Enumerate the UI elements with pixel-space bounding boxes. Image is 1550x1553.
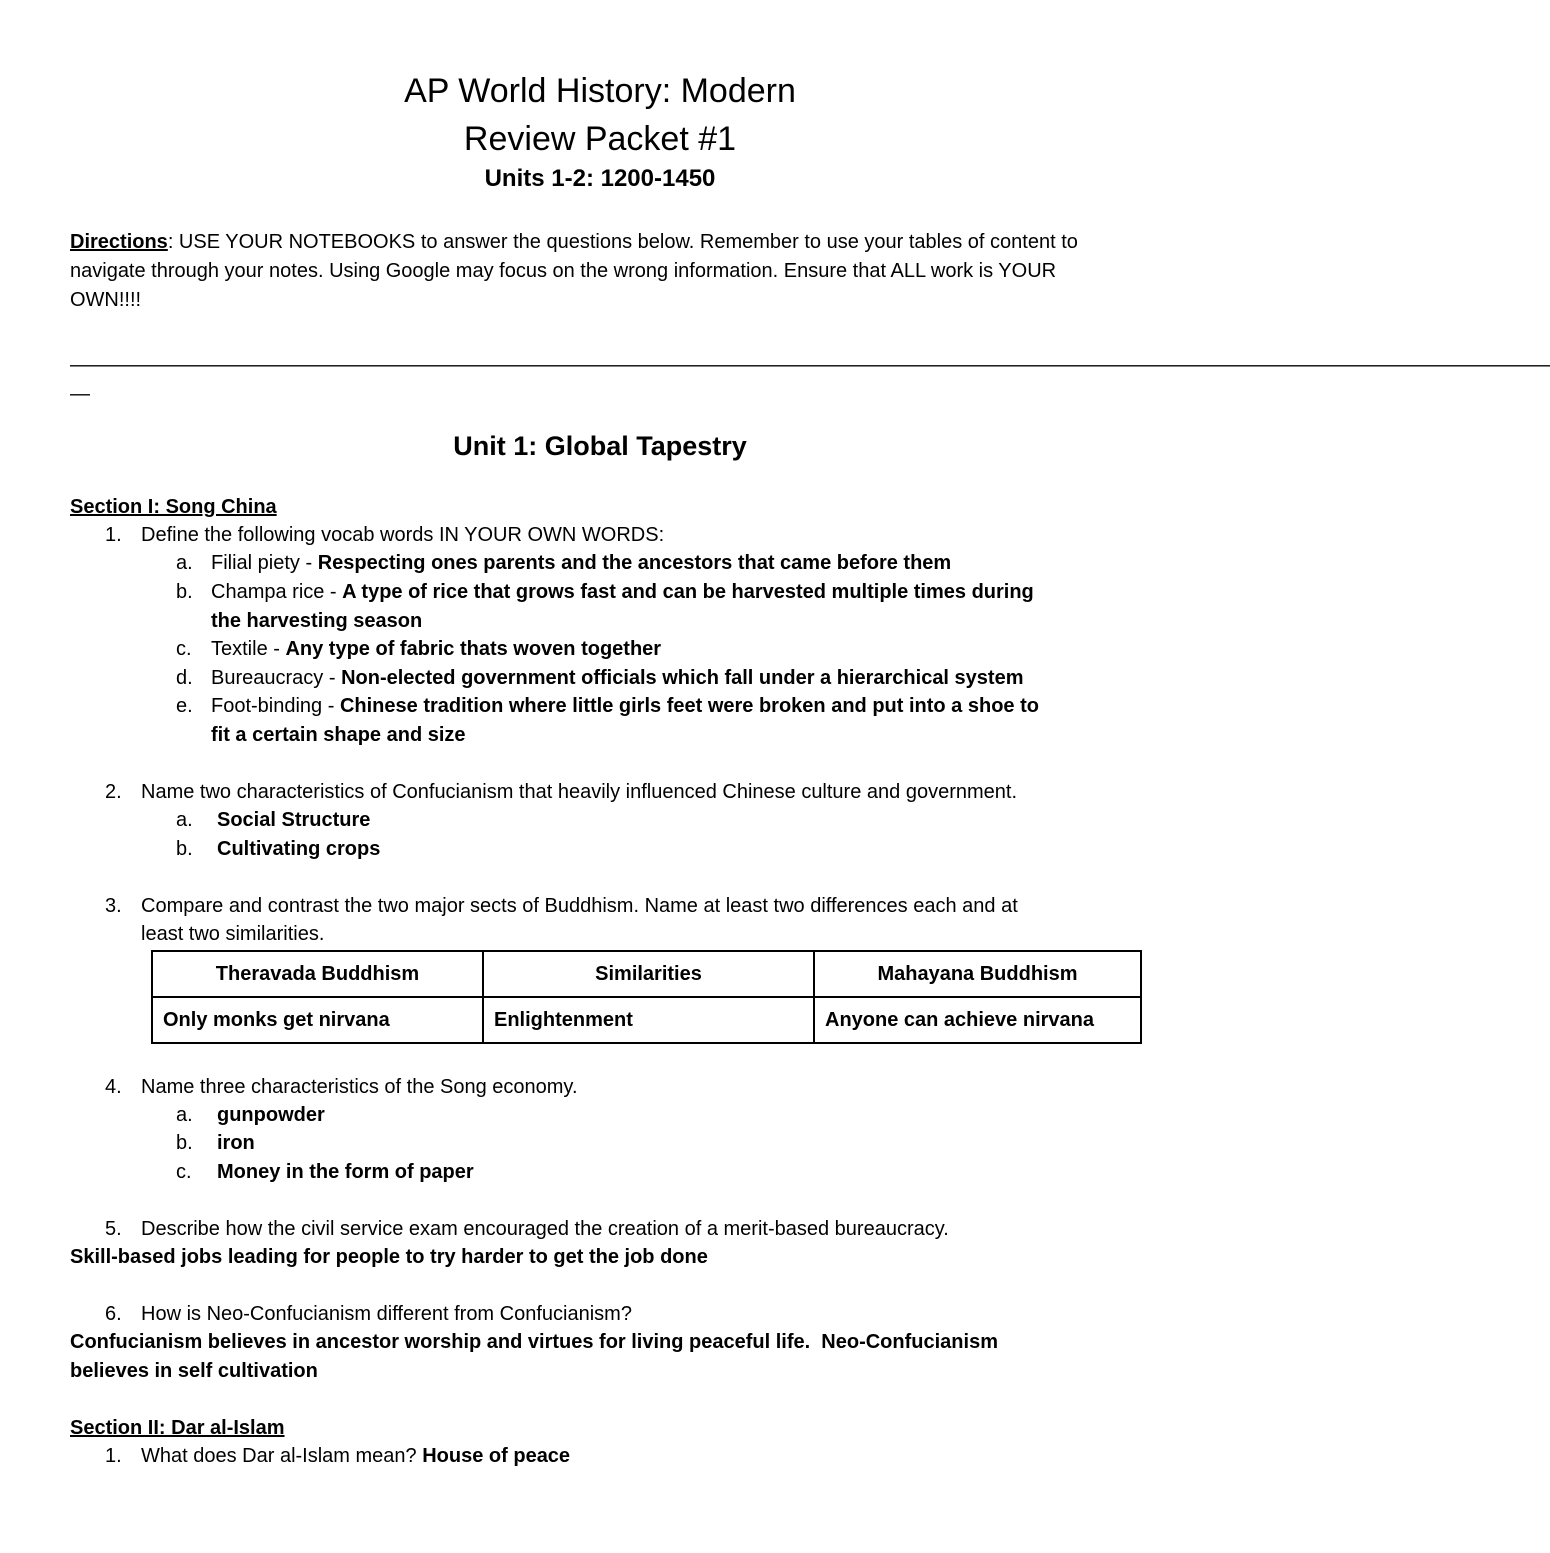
question-text: Name two characteristics of Confucianism that heavily influenced Chinese culture and government. [141,781,1017,803]
question-text: Describe how the civil service exam encouraged the creation of a merit-based bureaucracy. [141,1218,949,1240]
table-row [152,997,1141,1043]
answer-text: iron [217,1132,255,1154]
table-cell: Enlightenment [483,997,814,1043]
table-cell: Anyone can achieve nirvana [814,997,1141,1043]
vocab-term: Foot-binding - [211,695,340,717]
document-subtitle: Review Packet #1 [463,120,737,158]
directions-paragraph [70,228,1130,315]
table-cell: Only monks get nirvana [152,997,483,1043]
vocab-item [211,664,1023,692]
item-letter: c. [176,1161,192,1183]
question-number: 5. [105,1218,122,1240]
vocab-answer-continued: the harvesting season [211,610,423,632]
vocab-item [211,578,1034,606]
answer-text: Cultivating crops [217,838,381,860]
answer-text: gunpowder [217,1104,325,1126]
vocab-answer: Any type of fabric thats woven together [285,638,662,660]
divider-line: —————————————————————————————————————————————————————————————————————————— [70,354,1550,376]
answer-text: Confucianism believes in ancestor worship and virtues for living peaceful life. Neo-Confucianism [70,1331,998,1353]
vocab-item [211,549,951,577]
item-letter: a. [176,552,193,574]
vocab-item [211,692,1039,720]
vocab-answer: Respecting ones parents and the ancestors that came before them [317,552,952,574]
question-number: 3. [105,895,122,917]
vocab-answer: A type of rice that grows fast and can be harvested multiple times during [342,581,1034,603]
item-letter: e. [176,695,193,717]
answer-text: House of peace [422,1445,571,1467]
answer-text: Social Structure [217,809,371,831]
vocab-term: Filial piety - [211,552,318,574]
table-header-cell: Similarities [483,951,814,997]
question-text: What does Dar al-Islam mean? [141,1445,423,1467]
question-number: 1. [105,1445,122,1467]
section-title: Section I: Song China [70,496,277,518]
question-text: Define the following vocab words IN YOUR OWN WORDS: [141,524,665,546]
answer-text-continued: believes in self cultivation [70,1360,318,1382]
divider-line-tail: — [70,383,90,405]
question-item [141,1442,570,1470]
question-number: 6. [105,1303,122,1325]
section-title: Section II: Dar al-Islam [70,1417,285,1439]
question-text: Name three characteristics of the Song economy. [141,1076,578,1098]
buddhism-comparison-table [151,950,1142,1044]
question-number: 2. [105,781,122,803]
item-letter: a. [176,809,193,831]
item-letter: c. [176,638,192,660]
directions-label: Directions [70,231,168,253]
item-letter: b. [176,838,193,860]
vocab-answer: Chinese tradition where little girls feet were broken and put into a shoe to [339,695,1039,717]
item-letter: b. [176,581,193,603]
vocab-term: Textile - [211,638,286,660]
question-number: 4. [105,1076,122,1098]
document-title: AP World History: Modern [404,72,796,110]
answer-text: Money in the form of paper [217,1161,474,1183]
table-header-cell: Mahayana Buddhism [814,951,1141,997]
question-text: How is Neo-Confucianism different from Confucianism? [141,1303,632,1325]
unit-title: Unit 1: Global Tapestry [453,431,747,461]
vocab-term: Bureaucracy - [211,667,342,689]
item-letter: a. [176,1104,193,1126]
question-number: 1. [105,524,122,546]
directions-text: : USE YOUR NOTEBOOKS to answer the questions below. Remember to use your tables of content to navigate through your notes. Using Google may focus on the wrong information. Ensure that ALL work is YOUR OWN!!!! [70,231,1078,311]
vocab-answer-continued: fit a certain shape and size [211,724,466,746]
question-text: Compare and contrast the two major sects of Buddhism. Name at least two differences each and at [141,895,1018,917]
item-letter: d. [176,667,193,689]
vocab-term: Champa rice - [211,581,343,603]
item-letter: b. [176,1132,193,1154]
vocab-item [211,635,661,663]
units-range: Units 1-2: 1200-1450 [484,165,716,192]
vocab-answer: Non-elected government officials which fall under a hierarchical system [341,667,1024,689]
table-header-row [152,951,1141,997]
table-header-cell: Theravada Buddhism [152,951,483,997]
answer-text: Skill-based jobs leading for people to try harder to get the job done [70,1246,708,1268]
question-text-continued: least two similarities. [141,923,325,945]
